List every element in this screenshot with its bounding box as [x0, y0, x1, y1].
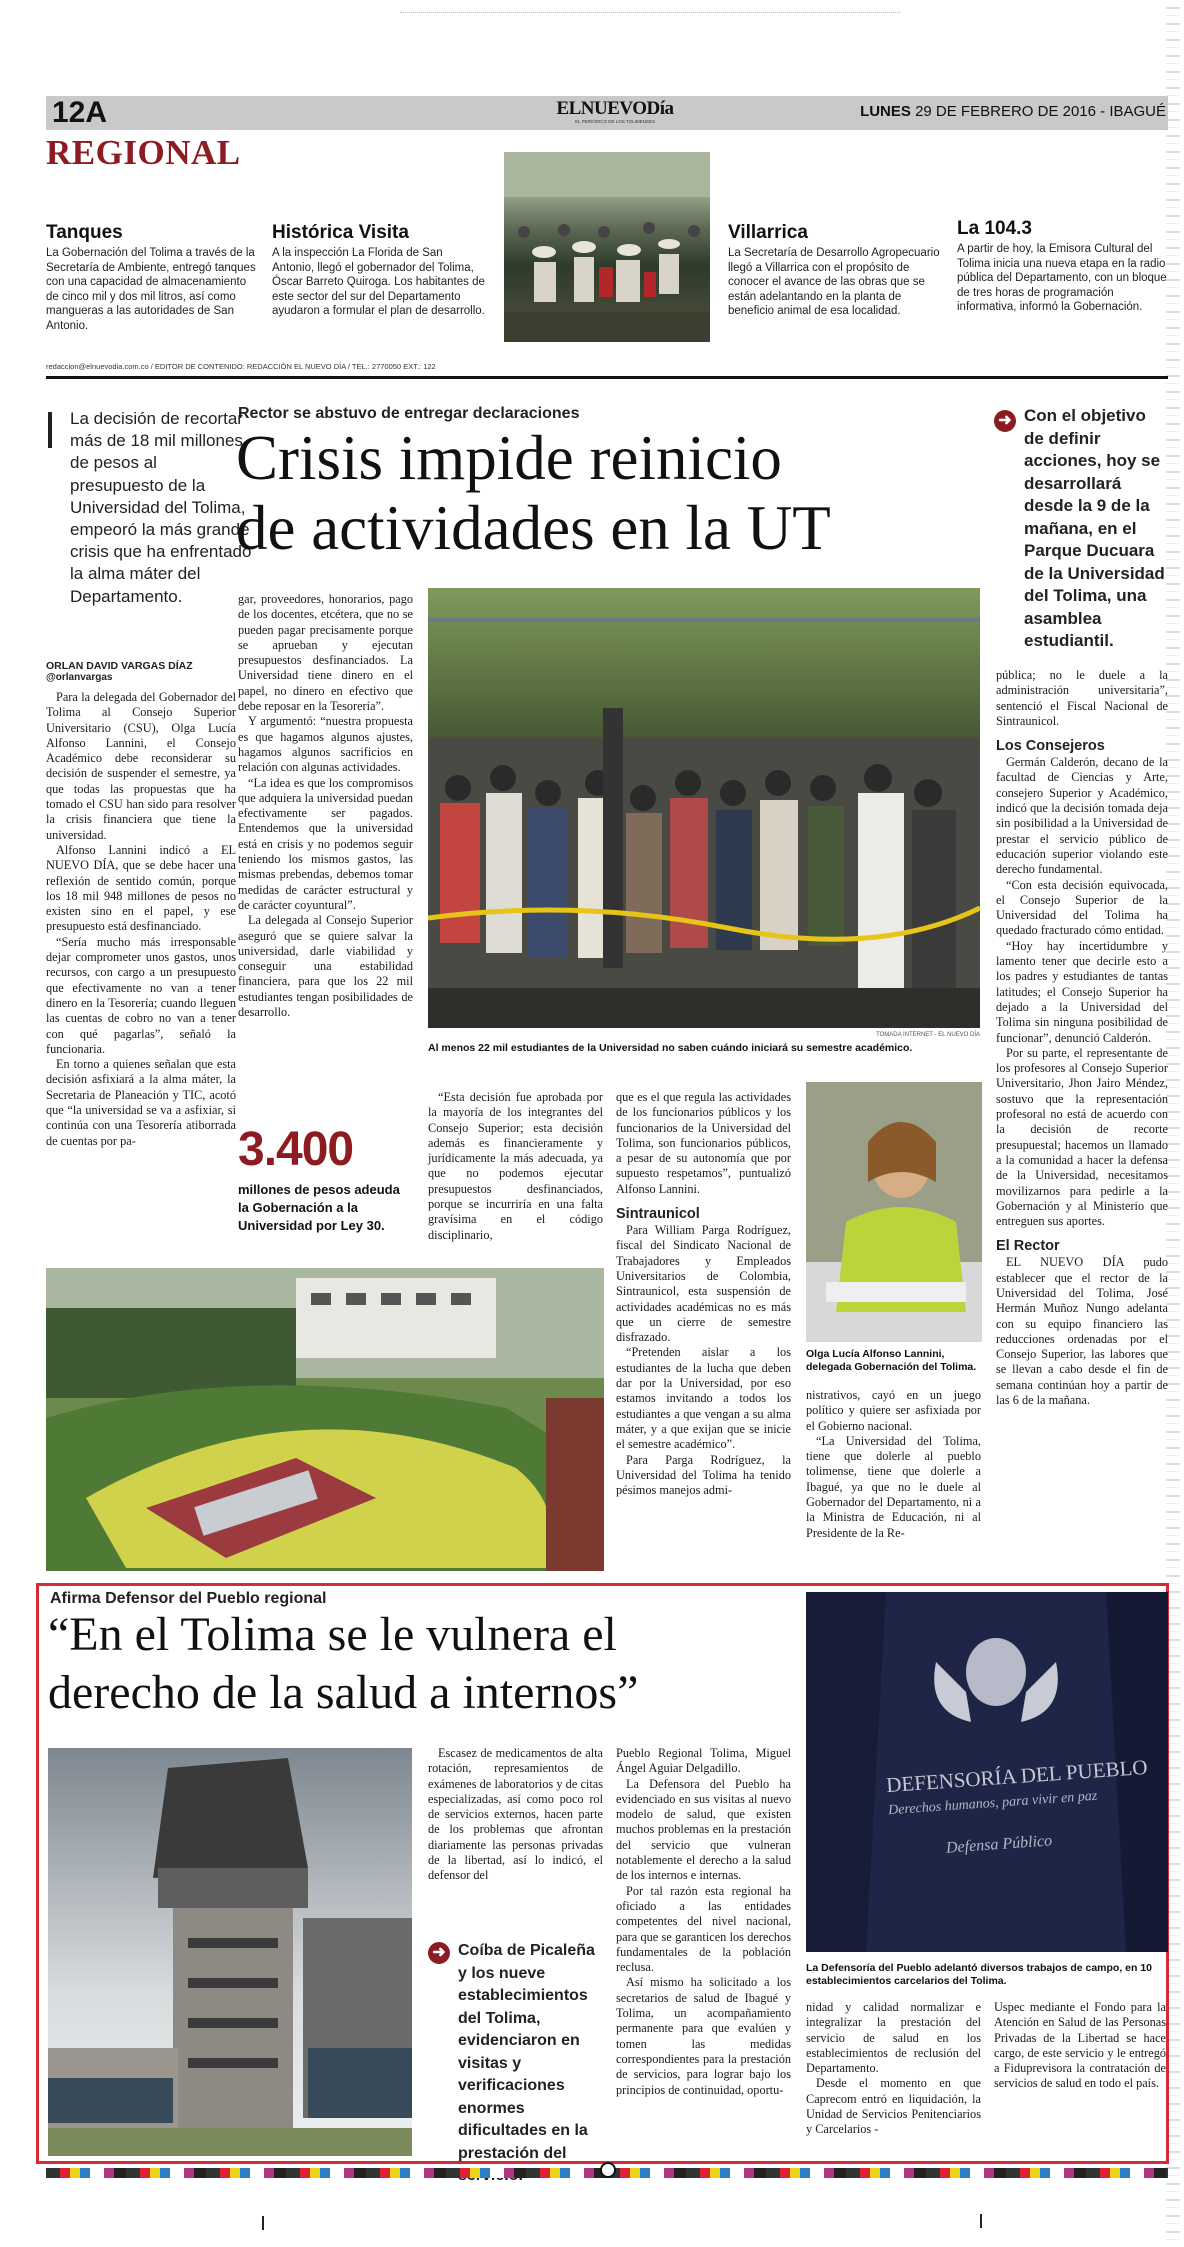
paragraph: “La Universidad del Tolima, tiene que dolerle al pueblo tolimense, tiene que dolerle a Ibagué, ya que no le duele al Gobernador del Departamento, ni a la Ministra de Educación, ni al Presidente de la Re- — [806, 1433, 981, 1540]
paragraph: La Defensora del Pueblo ha evidenciado en sus visitas al nuevo modelo de salud, que existen muchos problemas en la prestación del servicio que vulneran notablemente el derecho a la salud de los internos e internas. — [616, 1776, 791, 1883]
portrait-photo — [806, 1082, 982, 1342]
paragraph: Y argumentó: “nuestra propuesta es que hagamos algunos ajustes, hagamos algunos sacrificios en relación con algunas actividades. — [238, 714, 413, 775]
portrait-illustration — [806, 1082, 982, 1342]
brief-villarrica — [728, 222, 943, 319]
paragraph: Para la delegada del Gobernador del Tolima al Consejo Superior Universitario (CSU), Olga Lucía Alfonso Lannini, el Consejo Académico debe reconsiderar su decisión de suspender el semestre, ya que todas las propuestas que ha tomado el CSU han sido para resolver la crisis financiera que tiene la universidad. — [46, 690, 236, 842]
lead-quote-bar — [48, 412, 52, 448]
credits-line: redaccion@elnuevodia.com.co / EDITOR DE CONTENIDO: REDACCIÓN EL NUEVO DÍA / TEL.: 2770050 EXT.: 122 — [46, 362, 436, 371]
main-column-4 — [616, 1090, 791, 1498]
shirt-text-3: Defensa Público — [945, 1832, 1053, 1857]
paragraph: Para William Parga Rodríguez, fiscal del Sindicato Nacional de Trabajadores y Empleados Universitarios de Colombia, Sintraunicol, esta suspensión de actividades académicas no es más que un cierre de semestre disfrazado. — [616, 1223, 791, 1345]
page-number: 12A — [52, 96, 108, 129]
paragraph: La delegada al Consejo Superior aseguró que se quiere salvar la universidad, darle viabilidad y conseguir una estabilidad financiera, para que los 22 mil estudiantes tengan posibilidades de desarrollo. — [238, 913, 413, 1020]
second-column-4 — [994, 2000, 1166, 2092]
headline-line-1: Crisis impide reinicio — [236, 423, 782, 493]
bottom-tick-left — [262, 2216, 264, 2230]
brief-text: A partir de hoy, la Emisora Cultural del Tolima inicia una nueva etapa en la radio pública del Departamento, con un bloque de tres horas de programación informativa, informó la Gobernación. — [957, 243, 1167, 313]
defensoria-photo-caption: La Defensoría del Pueblo adelantó diversos trabajos de campo, en 10 establecimientos carcelarios del Tolima. — [806, 1962, 1153, 1987]
campus-illustration — [46, 1268, 604, 1571]
students-photo-caption: Al menos 22 mil estudiantes de la Universidad no saben cuándo iniciará su semestre académico. — [428, 1042, 913, 1054]
main-column-6 — [996, 668, 1168, 1408]
main-column-2 — [238, 592, 413, 1020]
headline-line-2: de actividades en la UT — [236, 493, 831, 563]
students-protest-photo — [428, 588, 980, 1028]
second-headline-line-2: derecho de la salud a internos” — [48, 1666, 639, 1719]
shirt-text-1: DEFENSORÍA DEL PUEBLO — [885, 1754, 1149, 1798]
paragraph: Así mismo ha solicitado a los secretarios de salud de Ibagué y Tolima, un acompañamiento permanente para que evalúen y tomen las medidas correspondientes para la prestación de servicios, para lograr bajo los principios de continuidad, oportu- — [616, 1975, 791, 2097]
header-rule — [46, 376, 1168, 379]
main-lead: La decisión de recortar más de 18 mil millones de pesos al presupuesto de la Universidad del Tolima, empeoró la más grande crisis que ha enfrentado la alma máter del Departamento. — [70, 409, 252, 606]
brief-historica-visita — [272, 222, 487, 319]
paragraph: EL NUEVO DÍA pudo establecer que el rector de la Universidad del Tolima, José Hermán Muñoz Nungo adelanta con su equipo financiero las reducciones ordenadas por el Consejo Superior, las labores que se llevan a cabo desde el fin de semana continúan hoy a partir de las 6 de la mañana. — [996, 1255, 1168, 1408]
paragraph: Para Parga Rodríguez, la Universidad del Tolima ha tenido pésimos manejos admi- — [616, 1452, 791, 1498]
brief-title: Villarrica — [728, 222, 808, 243]
issue-date-rest: 29 DE FEBRERO DE 2016 - IBAGUÉ — [915, 103, 1166, 120]
second-column-3 — [806, 2000, 981, 2138]
paragraph: Pueblo Regional Tolima, Miguel Ángel Aguiar Delgadillo. — [616, 1746, 791, 1776]
meeting-crowd-illustration — [504, 152, 710, 342]
crowd-illustration — [428, 588, 980, 1028]
paragraph: “Con esta decisión equivocada, el Consejo Superior de la Universidad del Tolima ha quedado fracturado cómo entidad. — [996, 877, 1168, 938]
paragraph: Por su parte, el representante de los profesores al Consejo Superior Universitario, Jhon Jairo Méndez, sostuvo que la representación profesoral no está de acuerdo con la decisión de recorte presupuestal; hacemos un llamado a la comunidad a hacer la defensa de la Universidad, necesitamos movilizarnos para pedirle a la Gobernación y al Ministerio que entreguen sus aportes. — [996, 1045, 1168, 1229]
masthead-wordmark: ELNUEVODía — [556, 98, 674, 119]
side-callout: Con el objetivo de definir acciones, hoy se desarrollará desde la 9 de la mañana, en el Parque Ducuara de la Universidad del Tolima, una asamblea estudiantil. — [1024, 406, 1165, 650]
photo-credit: TOMADA INTERNET - EL NUEVO DÍA — [876, 1032, 980, 1038]
subheading-los-consejeros: Los Consejeros — [996, 738, 1105, 755]
stat-number: 3.400 — [238, 1123, 354, 1176]
paragraph: Por tal razón esta regional ha oficiado a las entidades competentes del nivel nacional, para que se garanticen los derechos fundamentales de la población reclusa. — [616, 1883, 791, 1975]
subheading-sintraunicol: Sintraunicol — [616, 1206, 700, 1223]
brief-photo-meeting — [504, 152, 710, 342]
paragraph: nistrativos, cayó en un juego político y quiere ser asfixiada por el Gobierno nacional. — [806, 1388, 981, 1433]
second-column-1 — [428, 1746, 603, 1884]
main-kicker: Rector se abstuvo de entregar declaraciones — [238, 405, 580, 422]
second-column-2 — [616, 1746, 791, 2098]
paragraph: pública; no le duele a la administración universitaria”, sentenció el Fiscal Nacional de Sintraunicol. — [996, 668, 1168, 728]
main-column-3 — [428, 1090, 603, 1243]
second-callout: Coíba de Picaleña y los nueve establecimientos del Tolima, evidenciaron en visitas y verificaciones enormes dificultades en la prestación del — [458, 1942, 595, 2162]
paragraph: Escasez de medicamentos de alta rotación, represamientos de exámenes de laboratorios y de citas especializadas, así como poco rol de servicios externos, hacen parte de los problemas que afrontan diariamente las personas privadas de la libertad, así lo indicó, el defensor del — [428, 1746, 603, 1883]
brief-la-104-3 — [957, 218, 1167, 315]
defensoria-shirt-photo — [806, 1592, 1168, 1952]
paragraph: “Pretenden aislar a los estudiantes de la lucha que deben dar por la Universidad, por eso estamos invitando a todos los estudiantes a que vengan a su alma máter, y a que exijan que se inicie el semestre académico”. — [616, 1345, 791, 1452]
paragraph: “Esta decisión fue aprobada por la mayoría de los integrantes del Consejo Superior; esta decisión además es financieramente y jurídicamente la más adecuada, ya que no podemos ejecutar presupuestos desfinanciados, porque se incurriría en una falta gravísima en el código disciplinario, — [428, 1090, 603, 1242]
prison-illustration — [48, 1748, 412, 2156]
byline-handle: @orlanvargas — [46, 672, 113, 683]
paragraph: que es el que regula las actividades de los funcionarios públicos y los funcionarios de la Universidad del Tolima, son funcionarios públicos, a pesar de su autonomía que por supuesto respetamos”, puntualizó Alfonso Lannini. — [616, 1090, 791, 1196]
second-headline-line-1: “En el Tolima se le vulnera el — [48, 1608, 617, 1661]
paragraph: nidad y calidad normalizar e integralizar la prestación del servicio de salud en los establecimientos de reclusión del Departamento. — [806, 2000, 981, 2076]
brief-title: Histórica Visita — [272, 222, 409, 243]
portrait-caption: Olga Lucía Alfonso Lannini, delegada Gobernación del Tolima. — [806, 1348, 977, 1373]
paragraph: Uspec mediante el Fondo para la Atención en Salud de las Personas Privadas de la Libertad se hace cargo, de este servicio y le entregó a Fiduprevisora la contratación de servicios de salud en todo el país. — [994, 2000, 1166, 2091]
paragraph: Germán Calderón, decano de la facultad de Ciencias y Arte, consejero Superior y Académico, indicó que la decisión tomada deja sin posibilidad a la Universidad de prestar el servicio público de educación superior violando este derecho fundamental. — [996, 755, 1168, 877]
issue-day: LUNES — [860, 103, 911, 120]
brief-text: La Secretaría de Desarrollo Agropecuario llegó a Villarrica con el propósito de conocer el avance de las obras que se están adelantando en la planta de beneficio animal de esa localidad. — [728, 247, 940, 317]
brief-title: La 104.3 — [957, 218, 1032, 239]
paragraph: “Hoy hay incertidumbre y lamento tener que decirle esto a los padres y estudiantes de tantas latitudes; el Consejo Superior ha dejado a la Universidad del Tolima sin ninguna posibilidad de funcionar”, denunció Calderón. — [996, 938, 1168, 1045]
callout-arrow-icon: ➜ — [994, 410, 1016, 432]
byline-name: ORLAN DAVID VARGAS DÍAZ — [46, 660, 193, 672]
masthead-tagline: EL PERIÓDICO DE LOS TOLIMENSES — [575, 119, 655, 124]
prison-tower-photo — [48, 1748, 412, 2156]
main-column-1 — [46, 690, 236, 1149]
bottom-tick-right — [980, 2214, 982, 2228]
second-headline — [48, 1606, 808, 1722]
masthead-logo — [555, 99, 675, 127]
paragraph: Alfonso Lannini indicó a EL NUEVO DÍA, que se debe hacer una reflexión de sentido común, porque los 18 mil 948 millones de pesos no existen sino en el papel, y ese presupuesto está desfinanciado. — [46, 842, 236, 934]
paragraph: Desde el momento en que Caprecom entró en liquidación, la Unidad de Servicios Penitenciarios y Carcelarios - — [806, 2076, 981, 2137]
registration-mark-icon — [600, 2162, 616, 2178]
issue-date — [860, 103, 1166, 120]
section-title: REGIONAL — [46, 133, 241, 172]
brief-text: La Gobernación del Tolima a través de la Secretaría de Ambiente, entregó tanques con una capacidad de almacenamiento de cinco mil y dos mil litros, así como mangueras a las autoridades de San Antonio. — [46, 247, 256, 332]
main-headline — [236, 423, 996, 563]
top-noise-strip — [400, 12, 900, 15]
second-kicker: Afirma Defensor del Pueblo regional — [50, 1590, 327, 1607]
second-callout-arrow-icon: ➜ — [428, 1942, 450, 1964]
paragraph: “La idea es que los compromisos que adquiera la universidad puedan efectivamente ser pagados. Entendemos que la universidad está en crisis y no podemos seguir teniendo los mismos gastos, las mismas prebendas, debemos tomar medidas de carácter estructural y de carácter coyuntural”. — [238, 775, 413, 912]
paragraph: “Sería mucho más irresponsable dejar comprometer unos gastos, unos recursos, con cargo a un presupuesto que efectivamente no van a tener dinero en la Tesorería; cuando lleguen las cuentas de cobro no van a tener con qué pagarlas”, señaló la funcionaria. — [46, 934, 236, 1056]
paragraph: En torno a quienes señalan que esta decisión asfixiará a la alma máter, la Secretaria de Planeación y TIC, acotó que “la universidad se va a asfixiar, si continúa con una Tesorería atiborrada de cuentas por pa- — [46, 1057, 236, 1148]
brief-tanques — [46, 222, 261, 333]
brief-title: Tanques — [46, 222, 123, 243]
shirt-text-2: Derechos humanos, para vivir en paz — [887, 1788, 1098, 1819]
subheading-el-rector: El Rector — [996, 1238, 1060, 1255]
campus-aerial-photo — [46, 1268, 604, 1571]
stat-text: millones de pesos adeuda la Gobernación a la Universidad por Ley 30. — [238, 1182, 400, 1233]
brief-text: A la inspección La Florida de San Antonio, llegó el gobernador del Tolima, Óscar Barreto Quiroga. Los habitantes de este sector del sur del Departamento ayudaron a formular el plan de desarrollo. — [272, 247, 485, 317]
main-byline — [46, 660, 236, 683]
paragraph: gar, proveedores, honorarios, pago de los docentes, etcétera, que no se pueden pagar precisamente porque se aprueban y ejecutan presupuestos desfinanciados. La Universidad tiene dinero en el papel, no dinero en efectivo que debe reposar en la Tesorería”. — [238, 592, 413, 714]
main-column-5 — [806, 1388, 981, 1541]
